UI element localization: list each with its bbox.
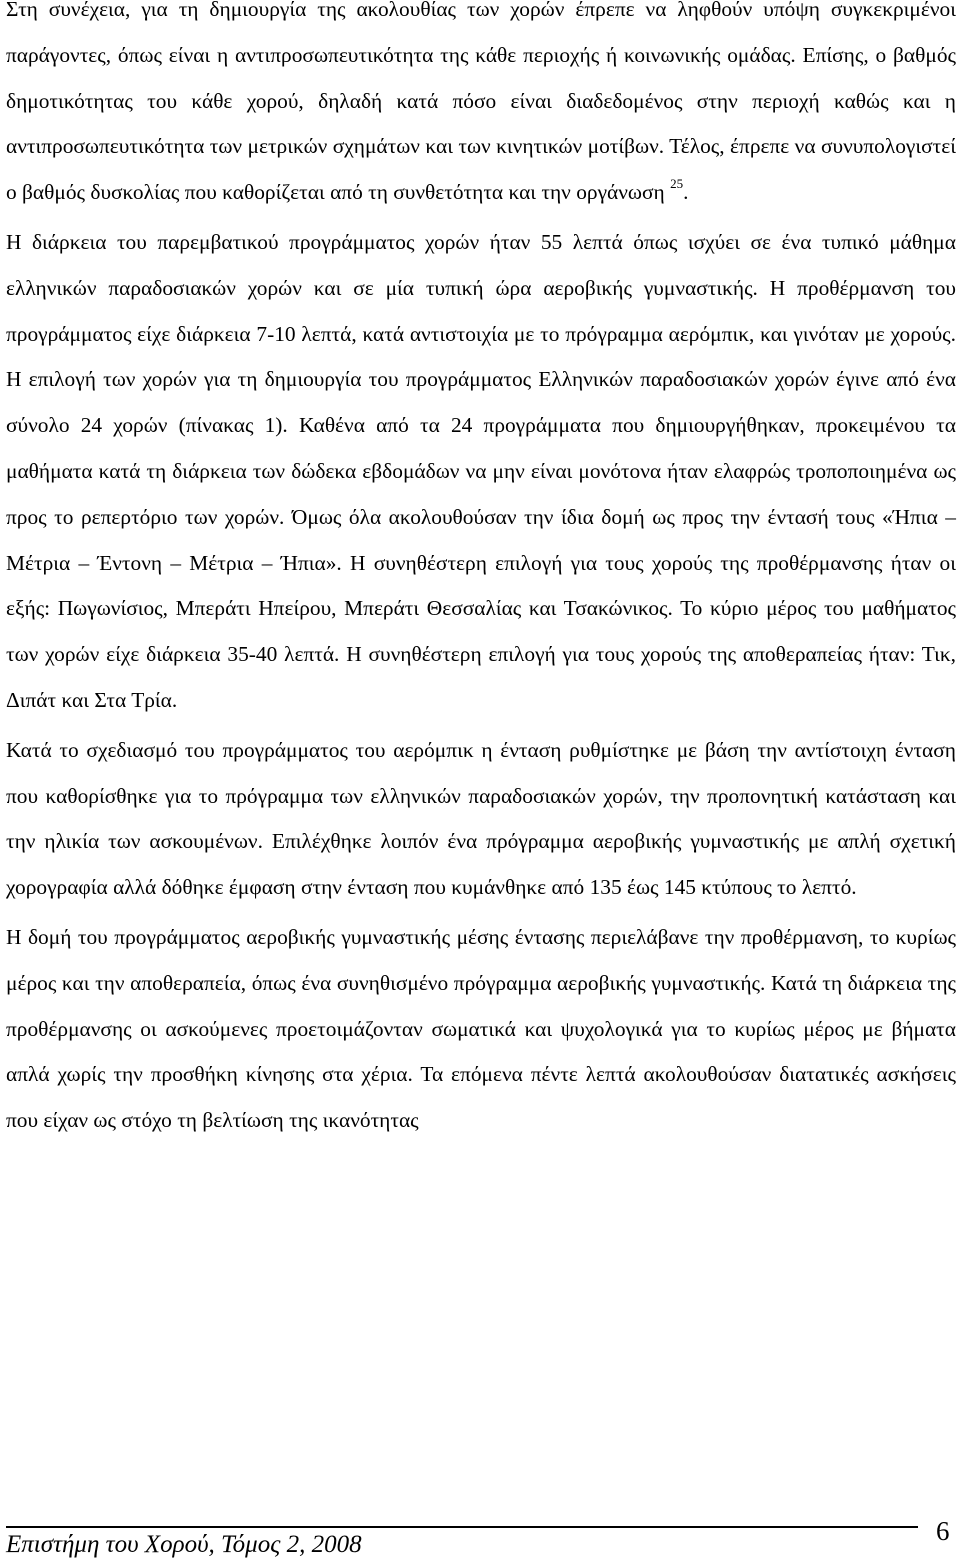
document-body — [6, 0, 956, 1144]
paragraph-text: Κατά το σχεδιασμό του προγράμματος του αερόμπικ η ένταση ρυθμίστηκε με βάση την αντίστοιχη ένταση που καθορίσθηκε για το πρόγραμμα των ελληνικών παραδοσιακών χορών, την προπονητική κατάσταση και την ηλικία των ασκουμένων. Επιλέχθηκε λοιπόν ένα πρόγραμμα αεροβικής γυμναστικής με απλή σχετική χορογραφία αλλά δόθηκε έμφαση στην ένταση που κυμάνθηκε από 135 έως 145 κτύπους το λεπτό. — [6, 737, 956, 900]
paragraph — [6, 728, 956, 911]
paragraph — [6, 220, 956, 724]
paragraph-text: Η διάρκεια του παρεμβατικού προγράμματος χορών ήταν 55 λεπτά όπως ισχύει σε ένα τυπικό μάθημα ελληνικών παραδοσιακών χορών και σε μία τυπική ώρα αεροβικής γυμναστικής. Η προθέρμανση του προγράμματος είχε διάρκεια 7-10 λεπτά, κατά αντιστοιχία με το πρόγραμμα αερόμπικ, και γινόταν με χορούς. Η επιλογή των χορών για τη δημιουργία του προγράμματος Ελληνικών παραδοσιακών χορών έγινε από ένα σύνολο 24 χορών (πίνακας 1). Καθένα από τα 24 προγράμματα που δημιουργήθηκαν, προκειμένου τα μαθήματα κατά τη διάρκεια των δώδεκα εβδομάδων να μην είναι μονότονα ήταν ελαφρώς τροποποιημένα ως προς το ρεπερτόριο των χορών. Όμως όλα ακολουθούσαν την ίδια δομή ως προς την έντασή τους «Ήπια – Μέτρια – Έντονη – Μέτρια – Ήπια». Η συνηθέστερη επιλογή για τους χορούς της προθέρμανσης ήταν οι εξής: Πωγωνίσιος, Μπεράτι Ηπείρου, Μπεράτι Θεσσαλίας και Τσακώνικος. Το κύριο μέρος του μαθήματος των χορών είχε διάρκεια 35-40 λεπτά. Η συνηθέστερη επιλογή για τους χορούς της αποθεραπείας ήταν: Τικ, Διπάτ και Στα Τρία. — [6, 229, 956, 712]
paragraph — [6, 915, 956, 1144]
journal-citation: Επιστήμη του Χορού, Τόμος 2, 2008 — [6, 1531, 362, 1558]
paragraph-text: Η δομή του προγράμματος αεροβικής γυμναστικής μέσης έντασης περιελάβανε την προθέρμανση, το κυρίως μέρος και την αποθεραπεία, όπως ένα συνηθισμένο πρόγραμμα αεροβικής γυμναστικής. Κατά τη διάρκεια της προθέρμανσης οι ασκούμενες προετοιμάζονταν σωματικά και ψυχολογικά για το κυρίως μέρος με βήματα απλά χωρίς την προσθήκη κίνησης στα χέρια. Τα επόμενα πέντε λεπτά ακολουθούσαν διατατικές ασκήσεις που είχαν ως στόχο τη βελτίωση της ικανότητας — [6, 924, 956, 1133]
footer-rule — [6, 1526, 918, 1528]
paragraph-tail: . — [683, 180, 689, 205]
page-number: 6 — [936, 1516, 950, 1546]
page-footer — [6, 1512, 956, 1564]
paragraph-text: Στη συνέχεια, για τη δημιουργία της ακολουθίας των χορών έπρεπε να ληφθούν υπόψη συγκεκριμένοι παράγοντες, όπως είναι η αντιπροσωπευτικότητα της κάθε περιοχής ή κοινωνικής ομάδας. Επίσης, ο βαθμός δημοτικότητας του κάθε χορού, δηλαδή κατά πόσο είναι διαδεδομένος στην περιοχή καθώς και η αντιπροσωπευτικότητα των μετρικών σχημάτων και των κινητικών μοτίβων. Τέλος, έπρεπε να συνυπολογιστεί ο βαθμός δυσκολίας που καθορίζεται από τη συνθετότητα και την οργάνωση — [6, 0, 956, 205]
paragraph — [6, 0, 956, 216]
footnote-reference[interactable]: 25 — [670, 176, 684, 192]
